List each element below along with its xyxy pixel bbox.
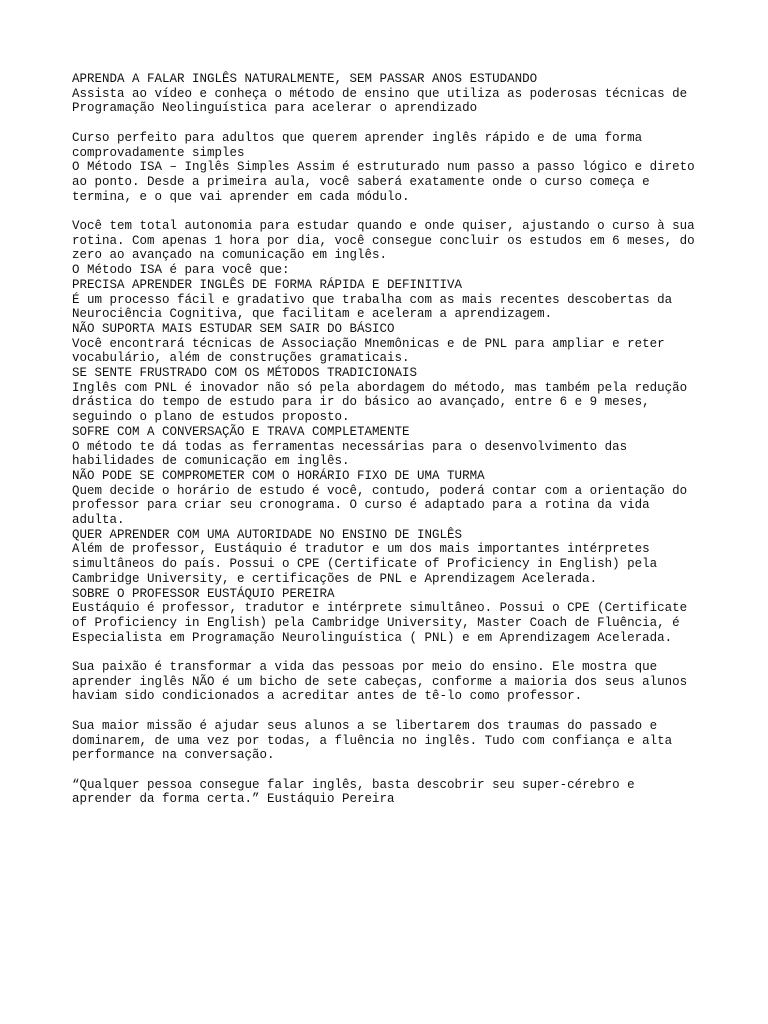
section-heading: SOFRE COM A CONVERSAÇÃO E TRAVA COMPLETAMENTE: [72, 424, 410, 439]
paragraph-gap: [72, 704, 712, 719]
text-line: Curso perfeito para adultos que querem aprender inglês rápido e de uma forma: [72, 130, 643, 145]
section-heading: NÃO SUPORTA MAIS ESTUDAR SEM SAIR DO BÁSICO: [72, 321, 395, 336]
paragraph-quote: [72, 778, 712, 807]
text-line: Você tem total autonomia para estudar quando e onde quiser, ajustando o curso à sua: [72, 219, 695, 233]
text-line: Eustáquio é professor, tradutor e intérprete simultâneo. Possui o CPE (Certificate: [72, 601, 688, 616]
text-line: habilidades de comunicação em inglês.: [72, 454, 350, 469]
text-line: É um processo fácil e gradativo que trabalha com as mais recentes descobertas da: [72, 292, 673, 307]
text-line: vocabulário, além de construções gramaticais.: [72, 351, 410, 366]
text-line: zero ao avançado na comunicação em inglês.: [72, 248, 388, 263]
text-line: aprender inglês NÃO é um bicho de sete cabeças, conforme a maioria dos seus alunos: [72, 674, 688, 689]
section-heading: SE SENTE FRUSTRADO COM OS MÉTODOS TRADICIONAIS: [72, 366, 418, 381]
section-heading: QUER APRENDER COM UMA AUTORIDADE NO ENSINO DE INGLÊS: [72, 527, 463, 542]
text-line: adulta.: [72, 513, 125, 528]
quote-line: “Qualquer pessoa consegue falar inglês, basta descobrir seu super-cérebro e: [72, 777, 635, 792]
document-page: [72, 72, 712, 807]
text-line: Sua paixão é transformar a vida das pessoas por meio do ensino. Ele mostra que: [72, 660, 658, 675]
text-line: Assista ao vídeo e conheça o método de ensino que utiliza as poderosas técnicas de: [72, 86, 688, 101]
paragraph-gap: [72, 763, 712, 778]
text-line: Programação Neolinguística para acelerar o aprendizado: [72, 101, 478, 116]
section-heading: NÃO PODE SE COMPROMETER COM O HORÁRIO FIXO DE UMA TURMA: [72, 468, 485, 483]
text-line: Sua maior missão é ajudar seus alunos a se libertarem dos traumas do passado e: [72, 718, 658, 733]
paragraph-gap: [72, 204, 712, 219]
text-line: O Método ISA – Inglês Simples Assim é estruturado num passo a passo lógico e direto: [72, 160, 695, 175]
paragraph-gap: [72, 645, 712, 660]
text-line: professor para criar seu cronograma. O curso é adaptado para a rotina da vida: [72, 498, 650, 513]
text-line: rotina. Com apenas 1 hora por dia, você consegue concluir os estudos em 6 meses, do: [72, 233, 695, 248]
text-line: ao ponto. Desde a primeira aula, você saberá exatamente onde o curso começa e: [72, 174, 650, 189]
text-line: termina, e o que vai aprender em cada módulo.: [72, 189, 410, 204]
quote-line: aprender da forma certa.” Eustáquio Pereira: [72, 792, 395, 807]
text-line: performance na conversação.: [72, 748, 275, 763]
paragraph-course: [72, 131, 712, 205]
paragraph-passion: [72, 660, 712, 704]
paragraph-method-details: [72, 219, 712, 645]
section-heading: SOBRE O PROFESSOR EUSTÁQUIO PEREIRA: [72, 586, 335, 601]
text-line: comprovadamente simples: [72, 145, 245, 160]
text-line: seguindo o plano de estudos proposto.: [72, 410, 350, 425]
section-heading: PRECISA APRENDER INGLÊS DE FORMA RÁPIDA E DEFINITIVA: [72, 277, 463, 292]
text-line: Neurociência Cognitiva, que facilitam e aceleram a aprendizagem.: [72, 307, 553, 322]
text-line: haviam sido condicionados a acreditar antes de tê-lo como professor.: [72, 689, 583, 704]
text-line: Cambridge University, e certificações de PNL e Aprendizagem Acelerada.: [72, 571, 598, 586]
paragraph-gap: [72, 116, 712, 131]
paragraph-intro: [72, 72, 712, 116]
text-line: of Proficiency in English) pela Cambridge University, Master Coach de Fluência, é: [72, 615, 680, 630]
text-line: dominarem, de uma vez por todas, a fluência no inglês. Tudo com confiança e alta: [72, 733, 673, 748]
text-line: Você encontrará técnicas de Associação Mnemônicas e de PNL para ampliar e reter: [72, 336, 665, 351]
headline: APRENDA A FALAR INGLÊS NATURALMENTE, SEM PASSAR ANOS ESTUDANDO: [72, 72, 538, 86]
text-line: O método te dá todas as ferramentas necessárias para o desenvolvimento das: [72, 439, 628, 454]
text-line: Especialista em Programação Neurolinguística ( PNL) e em Aprendizagem Acelerada.: [72, 630, 673, 645]
text-line: simultâneos do país. Possui o CPE (Certificate of Proficiency in English) pela: [72, 557, 658, 572]
text-line: drástica do tempo de estudo para ir do básico ao avançado, entre 6 e 9 meses,: [72, 395, 650, 410]
text-line: Inglês com PNL é inovador não só pela abordagem do método, mas também pela redução: [72, 380, 688, 395]
text-line: Além de professor, Eustáquio é tradutor e um dos mais importantes intérpretes: [72, 542, 650, 557]
text-line: O Método ISA é para você que:: [72, 263, 290, 278]
paragraph-mission: [72, 719, 712, 763]
text-line: Quem decide o horário de estudo é você, contudo, poderá contar com a orientação do: [72, 483, 688, 498]
